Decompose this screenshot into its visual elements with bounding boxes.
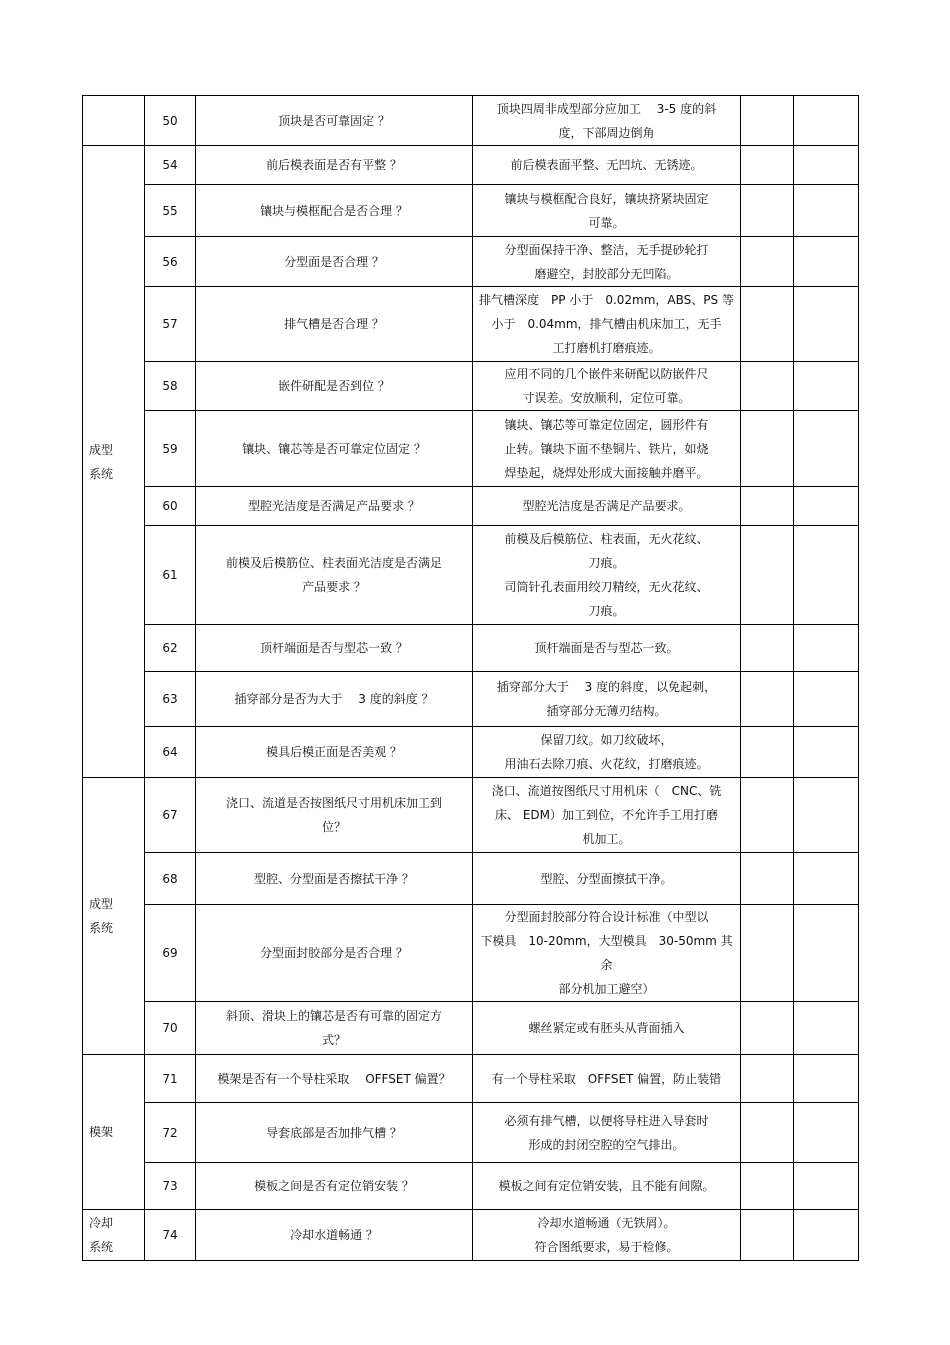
- standard-text-line: 司筒针孔表面用绞刀精绞，无火花纹、: [504, 580, 709, 594]
- standard-text-line: 分型面保持干净、整洁，无手提砂轮打: [504, 242, 709, 257]
- standard-text-line: 下模具 10-20mm，大型模具 30-50mm 其余: [480, 934, 733, 972]
- standard-text-line: 度，下部周边倒角: [558, 125, 655, 140]
- item-number: 58: [145, 362, 196, 411]
- standard-text-line: 刀痕。: [588, 604, 625, 618]
- check-item: [196, 778, 473, 853]
- standard-text-line: 镶块与模框配合良好，镶块挤紧块固定: [504, 191, 709, 206]
- standard-text: [473, 237, 741, 287]
- result-cell: [741, 185, 794, 237]
- check-item: [196, 1103, 473, 1163]
- item-number: 54: [145, 146, 196, 185]
- item-number: 72: [145, 1103, 196, 1163]
- remark-cell: [794, 905, 859, 1002]
- remark-cell: [794, 96, 859, 146]
- standard-text-line: 符合图纸要求，易于检修。: [534, 1240, 679, 1254]
- check-item: [196, 1163, 473, 1210]
- check-item-line: 模板之间是否有定位销安装 ？: [254, 1179, 414, 1193]
- check-item: [196, 146, 473, 185]
- category-cell-line: 系统: [89, 921, 114, 935]
- remark-cell: [794, 672, 859, 727]
- table-row: [83, 1103, 859, 1163]
- item-number: 64: [145, 727, 196, 778]
- result-cell: [741, 411, 794, 487]
- category-cell-line: 冷却: [89, 1216, 114, 1230]
- table-row: [83, 1002, 859, 1055]
- remark-cell: [794, 1055, 859, 1103]
- standard-text: [473, 1210, 741, 1261]
- table-row: [83, 526, 859, 625]
- check-item-line: 浇口、流道是否按图纸尺寸用机床加工到: [225, 796, 442, 810]
- remark-cell: [794, 362, 859, 411]
- item-number: 68: [145, 853, 196, 905]
- remark-cell: [794, 185, 859, 237]
- category-cell: [83, 1210, 145, 1261]
- result-cell: [741, 905, 794, 1002]
- item-number: 74: [145, 1210, 196, 1261]
- check-item-line: 型腔、分型面是否擦拭干净 ？: [254, 871, 414, 886]
- check-item-line: 型腔光洁度是否满足产品要求 ？: [248, 499, 420, 513]
- table-row: [83, 487, 859, 526]
- table-row: [83, 287, 859, 362]
- item-number: 59: [145, 411, 196, 487]
- item-number: 67: [145, 778, 196, 853]
- standard-text: [473, 905, 741, 1002]
- standard-text-line: 焊垫起，烧焊处形成大面接触并磨平。: [504, 465, 709, 480]
- check-item-line: 分型面封胶部分是否合理 ？: [260, 946, 408, 960]
- item-number: 71: [145, 1055, 196, 1103]
- check-item-line: 前后模表面是否有平整 ？: [266, 158, 402, 172]
- standard-text: [473, 362, 741, 411]
- table-row: [83, 853, 859, 905]
- table-row: [83, 96, 859, 146]
- standard-text: [473, 487, 741, 526]
- standard-text-line: 浇口、流道按图纸尺寸用机床（ CNC、铣: [491, 784, 722, 798]
- standard-text: [473, 1103, 741, 1163]
- standard-text-line: 型腔、分型面擦拭干净。: [540, 871, 673, 886]
- result-cell: [741, 146, 794, 185]
- table-row: [83, 1055, 859, 1103]
- item-number: 62: [145, 625, 196, 672]
- remark-cell: [794, 625, 859, 672]
- table-row: [83, 411, 859, 487]
- result-cell: [741, 1210, 794, 1261]
- check-item-line: 冷却水道畅通 ？: [290, 1228, 378, 1242]
- table-row: [83, 1210, 859, 1261]
- result-cell: [741, 778, 794, 853]
- standard-text-line: 机加工。: [582, 832, 631, 846]
- table-row: [83, 778, 859, 853]
- standard-text-line: 寸误差。安放顺利，定位可靠。: [522, 391, 691, 405]
- check-item-line: 导套底部是否加排气槽 ？: [266, 1125, 402, 1140]
- check-item-line: 模架是否有一个导柱采取 OFFSET 偏置？: [217, 1071, 451, 1086]
- remark-cell: [794, 727, 859, 778]
- standard-text-line: 型腔光洁度是否满足产品要求。: [522, 499, 691, 513]
- standard-text-line: 应用不同的几个嵌件来研配以防嵌件尺: [504, 367, 709, 381]
- result-cell: [741, 362, 794, 411]
- item-number: 70: [145, 1002, 196, 1055]
- standard-text-line: 分型面封胶部分符合设计标准（中型以: [504, 910, 709, 924]
- check-item: [196, 853, 473, 905]
- table-row: [83, 185, 859, 237]
- remark-cell: [794, 1163, 859, 1210]
- standard-text: [473, 1002, 741, 1055]
- result-cell: [741, 1055, 794, 1103]
- category-cell-line: 成型: [89, 897, 114, 911]
- item-number: 56: [145, 237, 196, 287]
- standard-text-line: 有一个导柱采取 OFFSET 偏置，防止装错: [491, 1071, 722, 1086]
- standard-text-line: 螺丝紧定或有胚头从背面插入: [528, 1021, 685, 1035]
- check-item: [196, 287, 473, 362]
- check-item: [196, 905, 473, 1002]
- standard-text: [473, 625, 741, 672]
- check-item: [196, 185, 473, 237]
- remark-cell: [794, 411, 859, 487]
- standard-text-line: 部分机加工避空）: [558, 982, 655, 996]
- check-item-line: 位？: [321, 820, 346, 834]
- category-cell: [83, 146, 145, 778]
- item-number: 63: [145, 672, 196, 727]
- check-item-line: 顶块是否可靠固定 ？: [278, 113, 390, 128]
- check-item-line: 顶杆端面是否与型芯一致 ？: [260, 641, 408, 655]
- standard-text: [473, 526, 741, 625]
- check-item: [196, 1055, 473, 1103]
- table-row: [83, 362, 859, 411]
- category-cell: [83, 96, 145, 146]
- table-row: [83, 727, 859, 778]
- item-number: 61: [145, 526, 196, 625]
- standard-text: [473, 727, 741, 778]
- check-item-line: 镶块与模框配合是否合理 ？: [260, 203, 408, 218]
- standard-text-line: 用油石去除刀痕、火花纹，打磨痕迹。: [504, 757, 709, 771]
- check-item: [196, 487, 473, 526]
- standard-text: [473, 185, 741, 237]
- item-number: 55: [145, 185, 196, 237]
- result-cell: [741, 237, 794, 287]
- check-item-line: 式？: [321, 1033, 346, 1047]
- table-row: [83, 146, 859, 185]
- check-item-line: 模具后模正面是否美观 ？: [266, 745, 402, 759]
- category-cell-line: 模架: [89, 1125, 114, 1139]
- table-row: [83, 237, 859, 287]
- check-item-line: 分型面是否合理 ？: [284, 254, 384, 269]
- category-cell-line: 系统: [89, 466, 114, 481]
- check-item: [196, 1210, 473, 1261]
- standard-text: [473, 96, 741, 146]
- check-item-line: 前模及后模筋位、柱表面光洁度是否满足: [225, 556, 442, 570]
- check-item: [196, 237, 473, 287]
- check-item: [196, 526, 473, 625]
- remark-cell: [794, 287, 859, 362]
- table-row: [83, 625, 859, 672]
- standard-text-line: 顶杆端面是否与型芯一致。: [534, 641, 679, 655]
- standard-text: [473, 778, 741, 853]
- result-cell: [741, 1163, 794, 1210]
- standard-text-line: 插穿部分无薄刃结构。: [546, 704, 667, 718]
- category-cell: [83, 1055, 145, 1210]
- check-item-line: 镶块、镶芯等是否可靠定位固定 ？: [242, 441, 426, 456]
- check-item-line: 排气槽是否合理 ？: [284, 317, 384, 331]
- remark-cell: [794, 1103, 859, 1163]
- standard-text: [473, 1163, 741, 1210]
- standard-text-line: 床、 EDM）加工到位，不允许手工用打磨: [495, 808, 718, 822]
- standard-text-line: 必须有排气槽，以便将导柱进入导套时: [504, 1113, 709, 1128]
- remark-cell: [794, 778, 859, 853]
- remark-cell: [794, 526, 859, 625]
- item-number: 69: [145, 905, 196, 1002]
- remark-cell: [794, 237, 859, 287]
- item-number: 50: [145, 96, 196, 146]
- result-cell: [741, 526, 794, 625]
- result-cell: [741, 96, 794, 146]
- check-item-line: 嵌件研配是否到位 ？: [278, 379, 390, 393]
- remark-cell: [794, 487, 859, 526]
- remark-cell: [794, 146, 859, 185]
- category-cell: [83, 778, 145, 1055]
- standard-text-line: 插穿部分大于 3 度的斜度，以免起刺，: [496, 680, 717, 694]
- standard-text-line: 止转。镶块下面不垫铜片、铁片，如烧: [504, 441, 709, 456]
- result-cell: [741, 853, 794, 905]
- standard-text-line: 保留刀纹。如刀纹破坏，: [540, 733, 673, 747]
- result-cell: [741, 487, 794, 526]
- check-item: [196, 411, 473, 487]
- check-item: [196, 727, 473, 778]
- table-row: [83, 1163, 859, 1210]
- result-cell: [741, 1103, 794, 1163]
- remark-cell: [794, 1210, 859, 1261]
- remark-cell: [794, 1002, 859, 1055]
- category-cell-line: 系统: [89, 1240, 114, 1254]
- standard-text: [473, 1055, 741, 1103]
- item-number: 60: [145, 487, 196, 526]
- standard-text-line: 刀痕。: [588, 556, 625, 570]
- standard-text-line: 工打磨机打磨痕迹。: [552, 341, 661, 355]
- standard-text-line: 模板之间有定位销安装，且不能有间隙。: [498, 1179, 715, 1193]
- standard-text-line: 前模及后模筋位、柱表面，无火花纹、: [504, 532, 709, 546]
- category-cell-line: 成型: [89, 442, 114, 457]
- check-item: [196, 362, 473, 411]
- check-item: [196, 1002, 473, 1055]
- check-item: [196, 625, 473, 672]
- result-cell: [741, 1002, 794, 1055]
- item-number: 57: [145, 287, 196, 362]
- standard-text-line: 形成的封闭空腔的空气排出。: [528, 1137, 685, 1152]
- standard-text: [473, 411, 741, 487]
- standard-text: [473, 146, 741, 185]
- result-cell: [741, 287, 794, 362]
- check-item: [196, 96, 473, 146]
- standard-text: [473, 287, 741, 362]
- check-item-line: 斜顶、滑块上的镶芯是否有可靠的固定方: [225, 1009, 442, 1023]
- standard-text: [473, 853, 741, 905]
- result-cell: [741, 672, 794, 727]
- result-cell: [741, 625, 794, 672]
- check-item-line: 产品要求 ？: [302, 580, 366, 594]
- table-row: [83, 672, 859, 727]
- standard-text-line: 镶块、镶芯等可靠定位固定，圆形件有: [504, 417, 709, 432]
- standard-text-line: 冷却水道畅通（无铁屑）。: [537, 1216, 676, 1230]
- standard-text-line: 顶块四周非成型部分应加工 3-5 度的斜: [496, 101, 717, 116]
- standard-text-line: 小于 0.04mm，排气槽由机床加工，无手: [491, 317, 722, 331]
- standard-text-line: 可靠。: [588, 215, 625, 230]
- inspection-table: [82, 95, 859, 1261]
- standard-text-line: 排气槽深度 PP 小于 0.02mm，ABS、PS 等: [479, 293, 734, 307]
- check-item: [196, 672, 473, 727]
- standard-text-line: 前后模表面平整、无凹坑、无锈迹。: [510, 158, 703, 172]
- check-item-line: 插穿部分是否为大于 3 度的斜度 ？: [234, 692, 434, 706]
- result-cell: [741, 727, 794, 778]
- standard-text: [473, 672, 741, 727]
- standard-text-line: 磨避空，封胶部分无凹陷。: [534, 266, 679, 281]
- table-row: [83, 905, 859, 1002]
- item-number: 73: [145, 1163, 196, 1210]
- remark-cell: [794, 853, 859, 905]
